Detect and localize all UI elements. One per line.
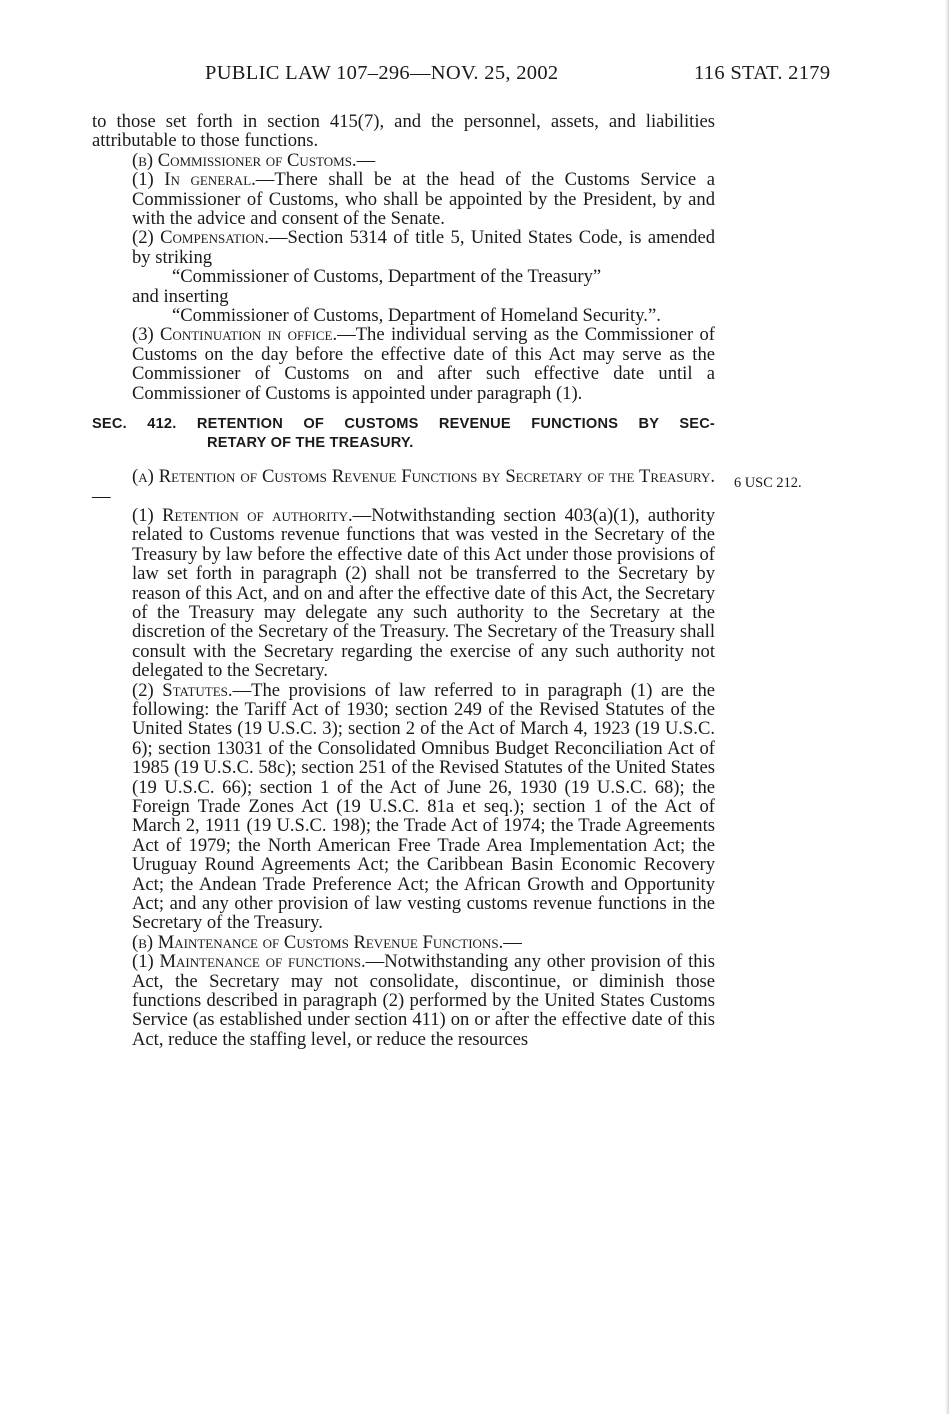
paragraph-a2 — [92, 681, 715, 933]
section-412-heading — [92, 415, 715, 453]
section-heading-line-2: RETARY OF THE TREASURY. — [207, 435, 414, 452]
and-inserting: and inserting — [132, 285, 229, 307]
paragraph-b1-label: (1) In general. — [132, 169, 256, 191]
section-heading-line-1: SEC. 412. RETENTION OF CUSTOMS REVENUE FUNCTIONS BY SEC- — [92, 416, 715, 433]
paragraph-a2-label: (2) Statutes. — [132, 679, 233, 701]
paragraph-b3-label: (3) Continuation in office. — [132, 324, 338, 346]
quote-insert: “Commissioner of Customs, Department of Homeland Security.”. — [172, 305, 661, 327]
paragraph-b2-text: —Section 5314 of title 5, United States Code, is amended by striking — [132, 227, 716, 268]
paragraph-m1-label: (1) Maintenance of functions. — [132, 951, 366, 973]
paragraph-m1-text: —Notwithstanding any other provision of this Act, the Secretary may not consolidate, discontinue, or diminish those functions described in paragraph (2) performed by the United States Customs Service (as established under section 411) on or after the effective date of this Act, reduce the staffing level, or reduce the resources — [132, 951, 715, 1050]
page-edge-shadow — [945, 0, 949, 1414]
paragraph-a1-text: —Notwithstanding section 403(a)(1), authority related to Customs revenue functions that was vested in the Secretary of the Treasury by law before the effective date of this Act under those provisions of law set forth in paragraph (2) shall not be transferred to the Secretary by reason of this Act, and on and after the effective date of this Act, the Secretary of the Treasury may delegate any such authority to the Secretary at the discretion of the Secretary of the Treasury. The Secretary of the Treasury shall consult with the Secretary regarding the exercise of any such authority not delegated to the Secretary. — [132, 504, 715, 682]
margin-citation: 6 USC 212. — [734, 475, 802, 491]
subsection-b-maintenance-label: (b) Maintenance of Customs Revenue Functions.— — [132, 931, 522, 953]
quote-strike: “Commissioner of Customs, Department of the Treasury” — [172, 266, 602, 288]
paragraph-b3 — [92, 325, 715, 403]
paragraph-b1 — [92, 170, 715, 228]
statute-body — [92, 112, 715, 1049]
paragraph-b3-text: —The individual serving as the Commissioner of Customs on the day before the effective date of this Act may serve as the Commissioner of Customs on and after such effective date until a Commissioner of Customs is appointed under paragraph (1). — [132, 324, 715, 404]
paragraph-b1-text: —There shall be at the head of the Customs Service a Commissioner of Customs, who shall be appointed by the President, by and with the advice and consent of the Senate. — [132, 169, 715, 230]
subsection-b-label: (b) Commissioner of Customs.— — [132, 149, 376, 171]
paragraph-a1 — [92, 506, 715, 681]
paragraph-a1-label: (1) Retention of authority. — [132, 504, 353, 526]
paragraph-m1 — [92, 952, 715, 1049]
stat-citation: 116 STAT. 2179 — [694, 62, 831, 84]
running-head: PUBLIC LAW 107–296—NOV. 25, 2002 — [205, 62, 559, 84]
subsection-a-heading — [92, 467, 715, 506]
paragraph-continuation: to those set forth in section 415(7), and the personnel, assets, and liabilities attributable to those functions. — [92, 111, 715, 152]
page-header — [0, 62, 949, 90]
subsection-b-heading — [92, 151, 715, 170]
subsection-b-maintenance-heading — [92, 933, 715, 952]
paragraph-b2 — [92, 228, 715, 267]
subsection-a-label: (a) Retention of Customs Revenue Functions by Secretary of the Treasury.— — [92, 466, 715, 507]
paragraph-a2-text: —The provisions of law referred to in paragraph (1) are the following: the Tariff Act of 1930; section 249 of the Revised Statutes of the United States (19 U.S.C. 3); section 2 of the Act of March 4, 1923 (19 U.S.C. 6); section 13031 of the Consolidated Omnibus Budget Reconciliation Act of 1985 (19 U.S.C. 58c); section 251 of the Revised Statutes of the United States (19 U.S.C. 66); section 1 of the Act of June 26, 1930 (19 U.S.C. 68); the Foreign Trade Zones Act (19 U.S.C. 81a et seq.); section 1 of the Act of March 2, 1911 (19 U.S.C. 198); the Trade Act of 1974; the Trade Agreements Act of 1979; the North American Free Trade Area Implementation Act; the Uruguay Round Agreements Act; the Caribbean Basin Economic Recovery Act; the Andean Trade Preference Act; the African Growth and Opportunity Act; and any other provision of law vesting customs revenue functions in the Secretary of the Treasury. — [132, 679, 715, 934]
paragraph-b2-label: (2) Compensation. — [132, 227, 269, 249]
